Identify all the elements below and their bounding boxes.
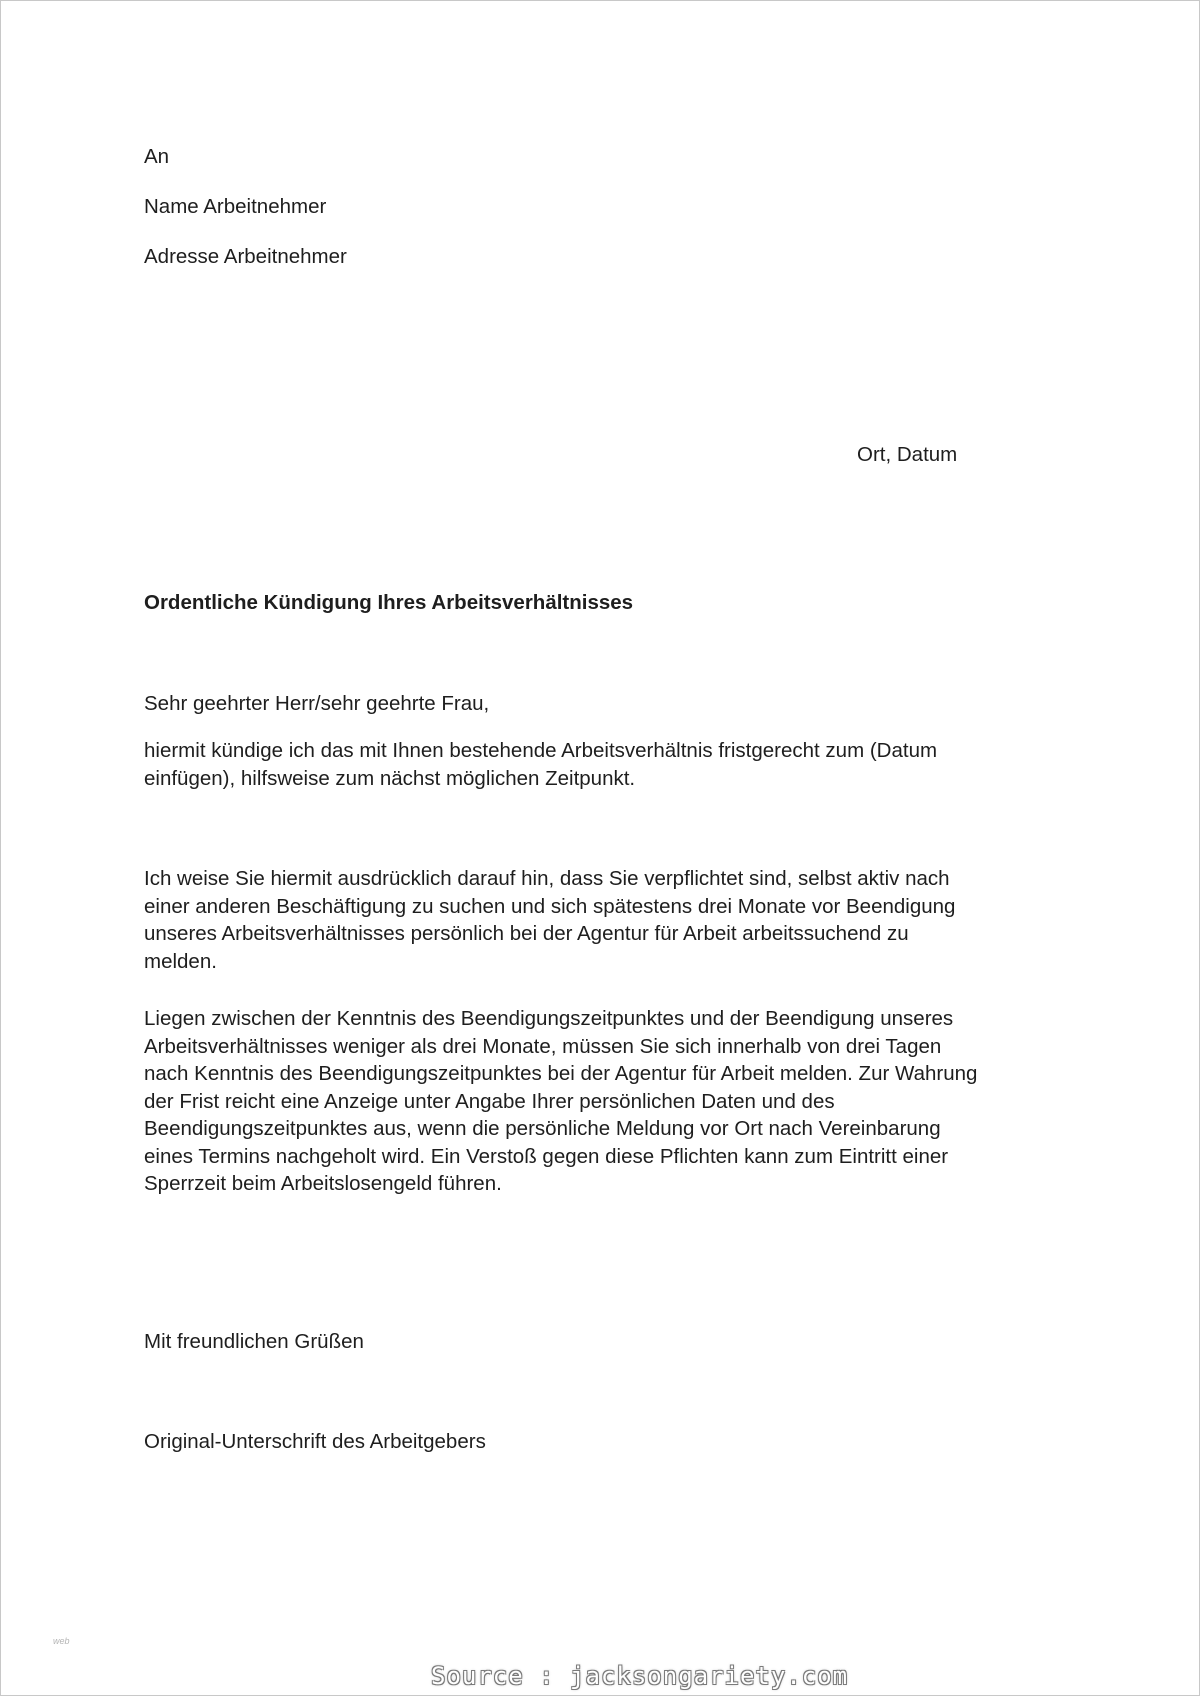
paragraph-line: unseres Arbeitsverhältnisses persönlich bei der Agentur für Arbeit arbeitssuchend zu — [144, 922, 909, 945]
recipient-label: An — [144, 145, 170, 168]
signature-line: Original-Unterschrift des Arbeitgebers — [144, 1430, 486, 1453]
paragraph-line: eines Termins nachgeholt wird. Ein Verstoß gegen diese Pflichten kann zum Eintritt einer — [144, 1144, 949, 1168]
paragraph-line: Sperrzeit beim Arbeitslosengeld führen. — [144, 1172, 502, 1195]
paragraph-line: hiermit kündige ich das mit Ihnen bestehende Arbeitsverhältnis fristgerecht zum (Datum — [144, 739, 938, 762]
paragraph-line: nach Kenntnis des Beendigungszeitpunktes bei der Agentur für Arbeit melden. Zur Wahrung — [144, 1062, 978, 1085]
closing-phrase: Mit freundlichen Grüßen — [144, 1330, 364, 1353]
paragraph-line: Beendigungszeitpunktes aus, wenn die persönliche Meldung vor Ort nach Vereinbarung — [144, 1117, 941, 1140]
paragraph-line: Liegen zwischen der Kenntnis des Beendigungszeitpunktes und der Beendigung unseres — [144, 1007, 954, 1030]
paragraph-line: Arbeitsverhältnisses weniger als drei Monate, müssen Sie sich innerhalb von drei Tagen — [144, 1034, 942, 1058]
recipient-name: Name Arbeitnehmer — [144, 195, 327, 218]
paragraph-line: einfügen), hilfsweise zum nächst möglichen Zeitpunkt. — [144, 766, 636, 790]
paragraph-line: einer anderen Beschäftigung zu suchen und sich spätestens drei Monate vor Beendigung — [144, 894, 956, 918]
letter-subject: Ordentliche Kündigung Ihres Arbeitsverhältnisses — [144, 591, 634, 614]
source-watermark: Source : jacksongariety.com — [431, 1662, 849, 1690]
body-paragraph-1 — [144, 737, 1104, 792]
paragraph-line: Ich weise Sie hiermit ausdrücklich darauf hin, dass Sie verpflichtet sind, selbst aktiv nach — [144, 867, 950, 890]
paragraph-line: der Frist reicht eine Anzeige unter Angabe Ihrer persönlichen Daten und des — [144, 1089, 835, 1113]
body-paragraph-3 — [144, 1005, 1104, 1198]
place-date: Ort, Datum — [857, 443, 958, 466]
recipient-address: Adresse Arbeitnehmer — [144, 245, 347, 268]
corner-watermark: web — [53, 1636, 70, 1646]
body-paragraph-2 — [144, 865, 1104, 975]
paragraph-line: melden. — [144, 949, 217, 973]
salutation: Sehr geehrter Herr/sehr geehrte Frau, — [144, 692, 490, 715]
